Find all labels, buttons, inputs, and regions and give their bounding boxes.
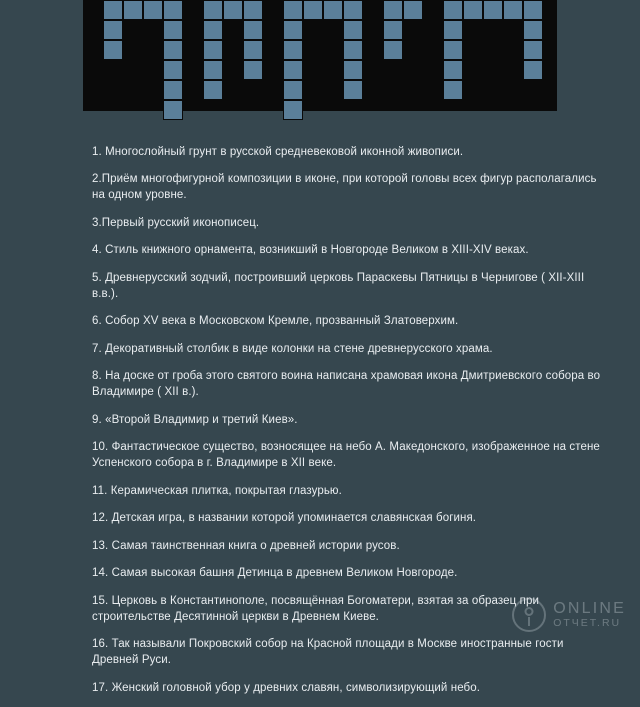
clue-item: 17. Женский головной убор у древних славян, символизирующий небо. (92, 681, 481, 694)
crossword-cell[interactable] (243, 20, 263, 40)
crossword-cell[interactable] (523, 40, 543, 60)
clue-item: 13. Самая таинственная книга о древней истории русов. (92, 539, 400, 552)
crossword-cell[interactable] (483, 0, 503, 20)
crossword-grid-container (83, 0, 557, 111)
clue-item: 7. Декоративный столбик в виде колонки на стене древнерусского храма. (92, 342, 493, 355)
crossword-grid[interactable] (83, 0, 557, 111)
crossword-cell[interactable] (383, 0, 403, 20)
clue-item: 11. Керамическая плитка, покрытая глазурью. (92, 484, 342, 497)
crossword-cell[interactable] (203, 80, 223, 100)
crossword-cell[interactable] (163, 0, 183, 20)
crossword-cell[interactable] (283, 100, 303, 120)
crossword-cell[interactable] (243, 60, 263, 80)
crossword-cell[interactable] (283, 0, 303, 20)
clue-item: 8. На доске от гроба этого святого воина написана храмовая икона Дмитриевского собора во Владимире ( XII в.). (92, 370, 601, 398)
clue-item: 2.Приём многофигурной композиции в иконе, при которой головы всех фигур располагались на одном уровне. (92, 173, 597, 201)
clue-item: 4. Стиль книжного орнамента, возникший в Новгороде Великом в XIII-XIV веках. (92, 244, 529, 256)
crossword-cell[interactable] (103, 20, 123, 40)
crossword-cell[interactable] (203, 0, 223, 20)
crossword-cell[interactable] (143, 0, 163, 20)
clue-item: 9. «Второй Владимир и третий Киев». (92, 413, 298, 426)
crossword-cell[interactable] (343, 80, 363, 100)
crossword-cell[interactable] (443, 40, 463, 60)
crossword-cell[interactable] (323, 0, 343, 20)
crossword-cell[interactable] (283, 20, 303, 40)
crossword-cell[interactable] (123, 0, 143, 20)
watermark-line1: ONLINE (553, 600, 626, 618)
crossword-cell[interactable] (443, 0, 463, 20)
crossword-cell[interactable] (203, 20, 223, 40)
crossword-cell[interactable] (523, 60, 543, 80)
crossword-cell[interactable] (283, 80, 303, 100)
clue-list (92, 132, 602, 707)
crossword-cell[interactable] (403, 0, 423, 20)
crossword-cell[interactable] (283, 60, 303, 80)
crossword-cell[interactable] (523, 20, 543, 40)
crossword-cell[interactable] (203, 40, 223, 60)
crossword-cell[interactable] (223, 0, 243, 20)
crossword-cell[interactable] (303, 0, 323, 20)
clue-item: 6. Собор XV века в Московском Кремле, прозванный Златоверхим. (92, 315, 459, 327)
crossword-cell[interactable] (463, 0, 483, 20)
crossword-cell[interactable] (383, 40, 403, 60)
crossword-cell[interactable] (383, 20, 403, 40)
clue-item: 12. Детская игра, в названии которой упоминается славянская богиня. (92, 512, 477, 524)
crossword-cell[interactable] (443, 80, 463, 100)
clue-item: 1. Многослойный грунт в русской средневековой иконной живописи. (92, 145, 464, 158)
clue-item: 10. Фантастическое существо, возносящее на небо А. Македонского, изображенное на стене Успенского собора в г. Владимире в XII веке. (92, 441, 600, 469)
crossword-cell[interactable] (103, 0, 123, 20)
crossword-cell[interactable] (103, 40, 123, 60)
crossword-cell[interactable] (163, 40, 183, 60)
crossword-cell[interactable] (283, 40, 303, 60)
crossword-cell[interactable] (243, 0, 263, 20)
crossword-cell[interactable] (443, 60, 463, 80)
crossword-cell[interactable] (443, 20, 463, 40)
crossword-cell[interactable] (343, 0, 363, 20)
crossword-cell[interactable] (343, 20, 363, 40)
crossword-cell[interactable] (203, 60, 223, 80)
crossword-cell[interactable] (343, 40, 363, 60)
crossword-cell[interactable] (163, 80, 183, 100)
crossword-cell[interactable] (163, 20, 183, 40)
watermark-line2: ОТЧЕТ.RU (553, 616, 622, 629)
clue-item: 15. Церковь в Константинополе, посвящённая Богоматери, взятая за образец при строительстве Десятинной церкви в Древнем Киеве. (92, 594, 539, 623)
crossword-cell[interactable] (503, 0, 523, 20)
crossword-cell[interactable] (163, 60, 183, 80)
crossword-cell[interactable] (243, 40, 263, 60)
clue-item: 3.Первый русский иконописец. (92, 216, 260, 229)
clue-item: 16. Так называли Покровский собор на Красной площади в Москве иностранные гости Древней Руси. (92, 638, 564, 666)
crossword-cell[interactable] (523, 0, 543, 20)
crossword-cell[interactable] (343, 60, 363, 80)
crossword-cell[interactable] (163, 100, 183, 120)
clue-item: 5. Древнерусский зодчий, построивший церковь Параскевы Пятницы в Чернигове ( XII-XIII в.в.). (92, 271, 585, 300)
clue-item: 14. Самая высокая башня Детинца в древнем Великом Новгороде. (92, 567, 458, 579)
